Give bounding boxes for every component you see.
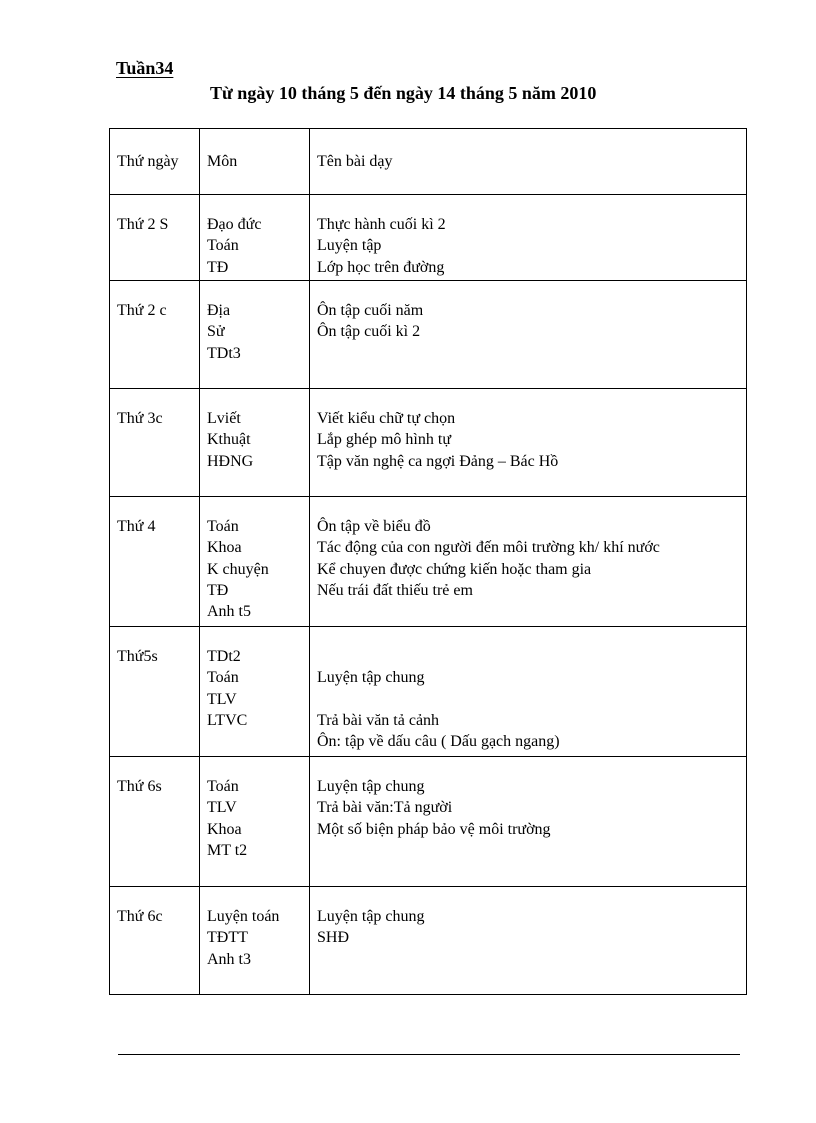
- table-row: [110, 497, 747, 627]
- table-row: [110, 887, 747, 995]
- subject-cell: [200, 627, 310, 757]
- lesson-cell: [310, 757, 747, 887]
- subject-item: Anh t3: [207, 950, 251, 968]
- table-row: [110, 281, 747, 389]
- subject-item: Toán: [207, 518, 239, 535]
- header-lesson: Tên bài dạy: [310, 129, 747, 195]
- lesson-item: Lớp học trên đường: [317, 258, 445, 276]
- subject-cell: [200, 887, 310, 995]
- lesson-item: Một số biện pháp bảo vệ môi trường: [317, 820, 551, 838]
- lesson-item: Lắp ghép mô hình tự: [317, 431, 451, 449]
- subject-item: Đạo đức: [207, 216, 262, 233]
- subject-item: Lviết: [207, 410, 241, 427]
- lesson-item: Tập văn nghệ ca ngợi Đảng – Bác Hồ: [317, 452, 559, 470]
- subject-item: TDt3: [207, 344, 241, 362]
- lesson-item: Nếu trái đất thiếu trẻ em: [317, 581, 473, 599]
- lesson-item: Luyện tập chung: [317, 778, 425, 795]
- subject-item: HĐNG: [207, 452, 254, 470]
- subject-cell: [200, 497, 310, 627]
- day-cell: Thứ 2 S: [110, 195, 200, 281]
- lesson-item: Kể chuyen được chứng kiến hoặc tham gia: [317, 560, 592, 578]
- subject-item: Khoa: [207, 820, 242, 838]
- footer-rule: [118, 1054, 740, 1055]
- subject-item: Toán: [207, 237, 239, 255]
- subject-item: Địa: [207, 302, 231, 319]
- week-title: Tuần34: [116, 58, 174, 78]
- subject-item: Luyện toán: [207, 908, 280, 925]
- day-cell: Thứ 4: [110, 497, 200, 627]
- lesson-item: SHĐ: [317, 929, 350, 947]
- lesson-item: Ôn: tập về dấu câu ( Dấu gạch ngang): [317, 733, 560, 751]
- date-range-heading: Từ ngày 10 tháng 5 đến ngày 14 tháng 5 năm 2010: [210, 83, 597, 103]
- day-cell: Thứ 6s: [110, 757, 200, 887]
- subject-item: Sử: [207, 323, 225, 341]
- subject-item: K chuyện: [207, 560, 269, 578]
- lesson-item: Trả bài văn:Tả người: [317, 799, 453, 817]
- lesson-cell: [310, 497, 747, 627]
- lesson-cell: [310, 389, 747, 497]
- table-header-row: [110, 129, 747, 195]
- subject-cell: [200, 389, 310, 497]
- lesson-item: [317, 646, 746, 667]
- subject-item: Khoa: [207, 539, 242, 557]
- subject-item: Kthuật: [207, 431, 251, 449]
- lesson-item: Luyện tập: [317, 237, 382, 255]
- lesson-item: Thực hành cuối kì 2: [317, 216, 446, 233]
- subject-item: MT t2: [207, 841, 248, 859]
- lesson-item: Ôn tập cuối năm: [317, 302, 424, 319]
- header-day: Thứ ngày: [110, 129, 200, 195]
- subject-item: Anh t5: [207, 603, 251, 621]
- lesson-item: Trả bài văn tả cảnh: [317, 711, 440, 729]
- subject-cell: [200, 195, 310, 281]
- header-subject: Môn: [200, 129, 310, 195]
- subject-cell: [200, 281, 310, 389]
- subject-item: TDt2: [207, 648, 241, 665]
- subject-item: TĐTT: [207, 929, 248, 947]
- subject-item: LTVC: [207, 711, 248, 729]
- lesson-item: Luyện tập chung: [317, 908, 425, 925]
- lesson-item: Ôn tập về biểu đồ: [317, 518, 431, 535]
- day-cell: Thứ 6c: [110, 887, 200, 995]
- subject-item: Toán: [207, 778, 239, 795]
- table-row: [110, 195, 747, 281]
- day-cell: Thứ 3c: [110, 389, 200, 497]
- day-cell: Thứ 2 c: [110, 281, 200, 389]
- table-row: [110, 627, 747, 757]
- lesson-cell: [310, 887, 747, 995]
- subject-item: Toán: [207, 669, 239, 687]
- lesson-schedule-table: [109, 128, 747, 995]
- lesson-item: Tác động của con người đến môi trường kh/ khí nước: [317, 539, 660, 557]
- subject-item: TĐ: [207, 258, 229, 276]
- lesson-item: [317, 689, 746, 710]
- lesson-cell: [310, 195, 747, 281]
- day-cell: Thứ5s: [110, 627, 200, 757]
- lesson-cell: [310, 281, 747, 389]
- subject-item: TLV: [207, 799, 237, 817]
- lesson-item: Viết kiểu chữ tự chọn: [317, 410, 456, 427]
- subject-item: TLV: [207, 690, 237, 708]
- lesson-item: Luyện tập chung: [317, 669, 425, 687]
- lesson-item: Ôn tập cuối kì 2: [317, 323, 421, 341]
- table-row: [110, 389, 747, 497]
- table-row: [110, 757, 747, 887]
- subject-cell: [200, 757, 310, 887]
- subject-item: TĐ: [207, 581, 229, 599]
- lesson-cell: [310, 627, 747, 757]
